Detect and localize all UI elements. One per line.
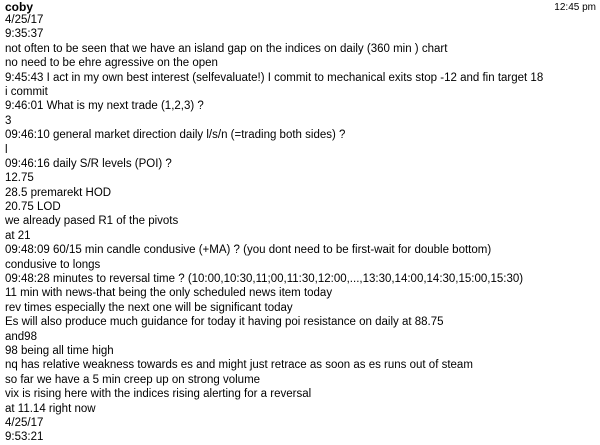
message-line: 28.5 premarekt HOD (5, 186, 112, 199)
message-line: 9:53:21 (5, 431, 44, 444)
message-line: we already pased R1 of the pivots (5, 215, 179, 228)
message-line: i commit (5, 85, 48, 98)
message-line: 9:46:01 What is my next trade (1,2,3) ? (5, 100, 204, 113)
message-line: so far we have a 5 min creep up on strong volume (5, 373, 261, 386)
message-line: no need to be ehre agressive on the open (5, 57, 218, 70)
message-line: 09:48:28 minutes to reversal time ? (10:00,10:30,11;00,11:30,12:00,...,13:30,14:00,14:30,15:00,15:30) (5, 273, 524, 286)
message-line: and98 (5, 330, 37, 343)
sender-name: coby (5, 0, 34, 14)
message-line: 12.75 (5, 172, 34, 185)
message-line: 09:46:16 daily S/R levels (POI) ? (5, 157, 172, 170)
message-line: 9:45:43 I act in my own best interest (selfevaluate!) I commit to mechanical exits stop -12 and fin target 18 (5, 71, 544, 84)
message-line: l (5, 143, 8, 156)
message-line: 9:35:37 (5, 28, 44, 41)
message-line: 09:46:10 general market direction daily l/s/n (=trading both sides) ? (5, 129, 346, 142)
message-line: 3 (5, 114, 12, 127)
message-line: 11 min with news-that being the only scheduled news item today (5, 287, 333, 300)
message-line: 20.75 LOD (5, 201, 61, 214)
message-line: 4/25/17 (5, 416, 44, 429)
message-line: vix is rising here with the indices rising alerting for a reversal (5, 388, 312, 401)
message-line: Es will also produce much guidance for today it having poi resistance on daily at 88.75 (5, 316, 444, 329)
message-line: 4/25/17 (5, 14, 44, 26)
message-line: 09:48:09 60/15 min candle condusive (+MA) ? (you dont need to be first-wait for double bottom) (5, 244, 492, 257)
message-line: condusive to longs (5, 258, 101, 271)
message-body (5, 13, 596, 445)
message-line: not often to be seen that we have an island gap on the indices on daily (360 min ) chart (5, 42, 448, 55)
message-line: nq has relative weakness towards es and might just retrace as soon as es runs out of steam (5, 359, 473, 372)
message-line: at 11.14 right now (5, 402, 96, 415)
message-line: 98 being all time high (5, 344, 114, 357)
message-line: at 21 (5, 229, 31, 242)
message-line: rev times especially the next one will be significant today (5, 301, 293, 314)
message-time: 12:45 pm (554, 2, 596, 13)
